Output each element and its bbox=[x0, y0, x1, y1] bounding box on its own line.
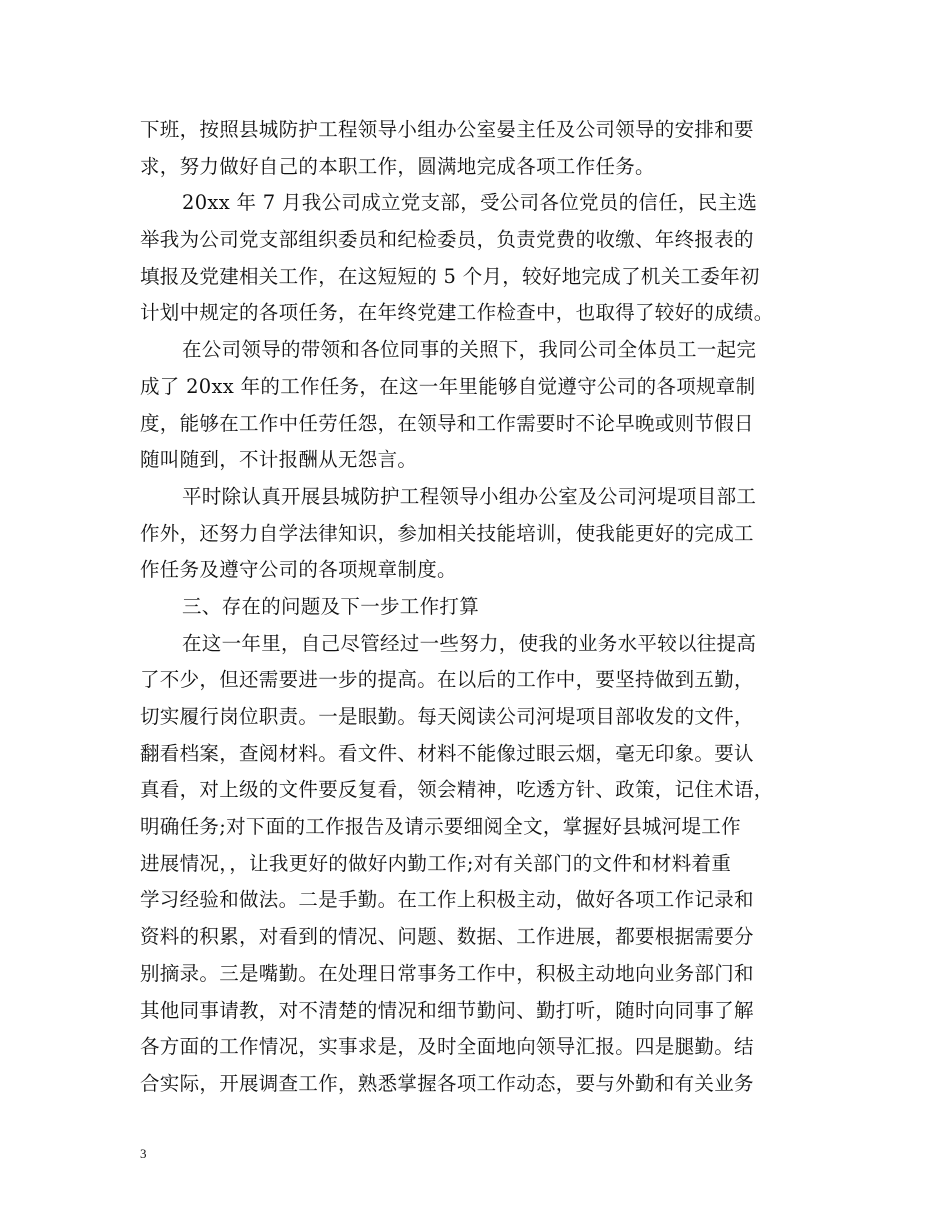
text-line: 作任务及遵守公司的各项规章制度。 bbox=[140, 558, 457, 582]
text-line: 进展情况，，让我更好的做好内勤工作;对有关部门的文件和材料着重 bbox=[140, 851, 732, 875]
text-line: 其他同事请教，对不清楚的情况和细节勤问、勤打听，随时向同事了解 bbox=[140, 998, 754, 1022]
text-line: 填报及党建相关工作，在这短短的 5 个月，较好地完成了机关工委年初 bbox=[140, 264, 760, 288]
text-line: 平时除认真开展县城防护工程领导小组办公室及公司河堤项目部工 bbox=[182, 484, 757, 508]
text-line: 资料的积累，对看到的情况、问题、数据、工作进展，都要根据需要分 bbox=[140, 925, 754, 949]
text-line: 合实际，开展调查工作，熟悉掌握各项工作动态，要与外勤和有关业务 bbox=[140, 1071, 754, 1095]
text-line: 求，努力做好自己的本职工作，圆满地完成各项工作任务。 bbox=[140, 154, 655, 178]
page-number: 3 bbox=[140, 1146, 147, 1161]
text-line: 切实履行岗位职责。一是眼勤。每天阅读公司河堤项目部收发的文件， bbox=[140, 705, 754, 728]
text-line: 度，能够在工作中任劳任怨，在领导和工作需要时不论早晚或则节假日 bbox=[140, 411, 754, 435]
text-line: 作外，还努力自学法律知识，参加相关技能培训，使我能更好的完成工 bbox=[140, 521, 754, 545]
text-line: 成了 20xx 年的工作任务，在这一年里能够自觉遵守公司的各项规章制 bbox=[140, 374, 756, 398]
text-line: 计划中规定的各项任务，在年终党建工作检查中，也取得了较好的成绩。 bbox=[140, 301, 774, 325]
text-line: 明确任务;对下面的工作报告及请示要细阅全文，掌握好县城河堤工作 bbox=[140, 815, 741, 839]
text-line: 翻看档案，查阅材料。看文件、材料不能像过眼云烟，毫无印象。要认 bbox=[140, 741, 754, 765]
document-body bbox=[140, 112, 816, 1103]
text-line: 下班，按照县城防护工程领导小组办公室晏主任及公司领导的安排和要 bbox=[140, 118, 754, 141]
text-line: 了不少，但还需要进一步的提高。在以后的工作中，要坚持做到五勤， bbox=[140, 668, 754, 692]
text-line: 举我为公司党支部组织委员和纪检委员，负责党费的收缴、年终报表的 bbox=[140, 228, 754, 252]
text-line: 各方面的工作情况，实事求是，及时全面地向领导汇报。四是腿勤。结 bbox=[140, 1035, 754, 1059]
text-line: 随叫随到，不计报酬从无怨言。 bbox=[140, 448, 418, 472]
text-line: 20xx 年 7 月我公司成立党支部，受公司各位党员的信任，民主选 bbox=[182, 191, 758, 215]
text-line: 三、存在的问题及下一步工作打算 bbox=[182, 594, 480, 618]
text-line: 学习经验和做法。二是手勤。在工作上积极主动，做好各项工作记录和 bbox=[140, 888, 754, 912]
text-line: 别摘录。三是嘴勤。在处理日常事务工作中，积极主动地向业务部门和 bbox=[140, 961, 754, 985]
text-line: 在公司领导的带领和各位同事的关照下，我同公司全体员工一起完 bbox=[182, 338, 757, 362]
text-line: 真看，对上级的文件要反复看，领会精神，吃透方针、政策，记住术语， bbox=[140, 778, 774, 802]
text-line: 在这一年里，自己尽管经过一些努力，使我的业务水平较以往提高 bbox=[182, 631, 757, 655]
